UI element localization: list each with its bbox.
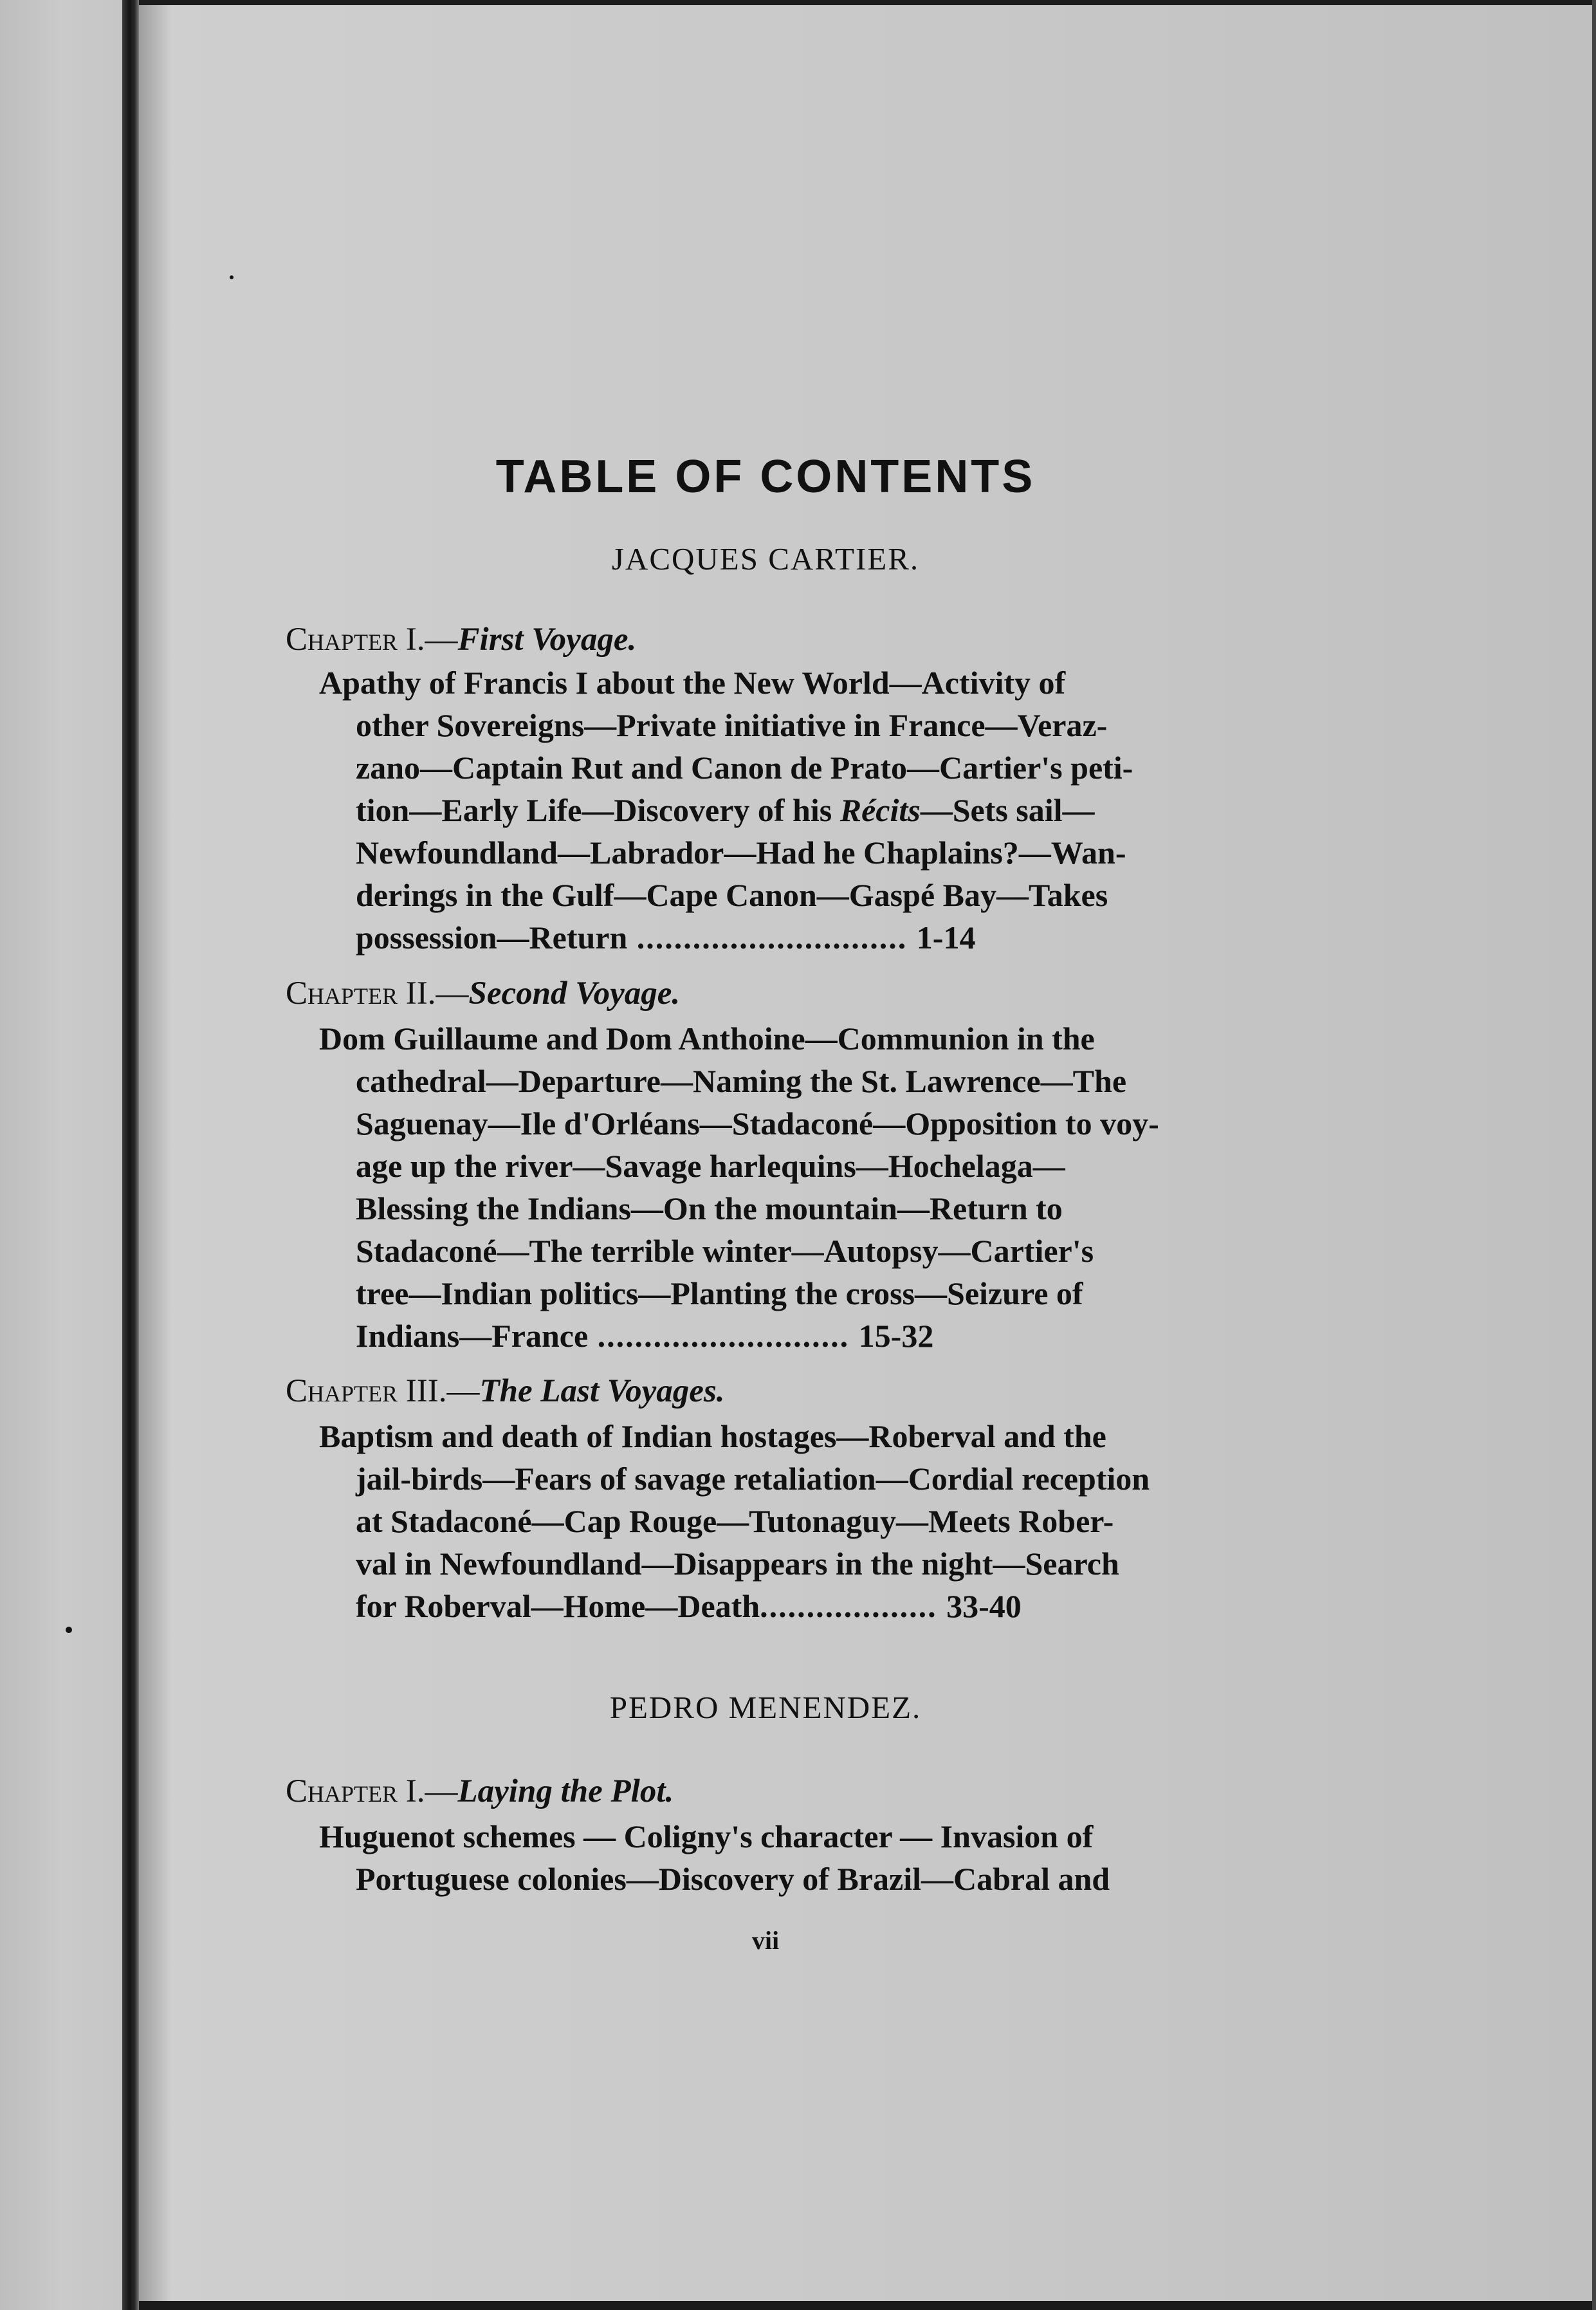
toc-entry-line: Apathy of Francis I about the New World—Activity of <box>319 665 1066 701</box>
chapter-heading <box>286 1372 725 1410</box>
toc-line-text: Indians—France <box>356 1318 589 1354</box>
chapter-heading <box>286 975 680 1012</box>
toc-entry-line: zano—Captain Rut and Canon de Prato—Cartier's peti- <box>356 750 1133 786</box>
chapter-heading <box>286 1773 674 1810</box>
toc-entry-line: cathedral—Departure—Naming the St. Lawrence—The <box>356 1063 1127 1099</box>
toc-entry-line: Portuguese colonies—Discovery of Brazil—Cabral and <box>356 1861 1110 1897</box>
chapter-dash: — <box>436 975 469 1012</box>
chapter-title: First Voyage. <box>457 622 637 658</box>
toc-entry-line: Blessing the Indians—On the mountain—Return to <box>356 1190 1063 1226</box>
toc-entry-line: Baptism and death of Indian hostages—Roberval and the <box>319 1418 1106 1454</box>
toc-entry-line <box>356 919 975 956</box>
toc-entry-line <box>356 1317 933 1354</box>
toc-entry-line: derings in the Gulf—Cape Canon—Gaspé Bay—Takes <box>356 877 1108 913</box>
part-heading-jacques-cartier: JACQUES CARTIER. <box>611 541 920 577</box>
chapter-dash: — <box>425 622 458 658</box>
chapter-label: Chapter I. <box>286 1773 425 1809</box>
chapter-dash: — <box>446 1373 480 1409</box>
chapter-label: Chapter II. <box>286 975 436 1012</box>
toc-line-text: for Roberval—Home—Death <box>356 1588 760 1624</box>
leader-dots: ........................... <box>588 1318 859 1354</box>
toc-italic-word: Récits <box>839 792 921 828</box>
chapter-title: Second Voyage. <box>468 975 681 1012</box>
toc-entry-line: jail-birds—Fears of savage retaliation—Cordial reception <box>356 1461 1150 1497</box>
leader-dots: ............................. <box>627 919 917 956</box>
chapter-title: Laying the Plot. <box>457 1773 674 1809</box>
page-title: TABLE OF CONTENTS <box>495 451 1036 503</box>
chapter-title: The Last Voyages. <box>479 1373 725 1409</box>
toc-line-text: —Sets sail— <box>920 792 1095 828</box>
toc-entry-line: Stadaconé—The terrible winter—Autopsy—Cartier's <box>356 1233 1094 1269</box>
leader-dots: ................... <box>760 1588 947 1624</box>
toc-entry-line: val in Newfoundland—Disappears in the night—Search <box>356 1546 1119 1582</box>
toc-entry-line: other Sovereigns—Private initiative in France—Veraz- <box>356 707 1108 743</box>
page-range: 15-32 <box>858 1318 934 1354</box>
page-number: vii <box>751 1926 780 1955</box>
chapter-heading <box>286 621 636 658</box>
chapter-label: Chapter III. <box>286 1373 447 1409</box>
page-range: 33-40 <box>946 1588 1022 1624</box>
toc-entry-line: Huguenot schemes — Coligny's character — Invasion of <box>319 1818 1094 1854</box>
toc-line-text: tion—Early Life—Discovery of his <box>356 792 832 828</box>
chapter-dash: — <box>425 1773 458 1809</box>
toc-entry-line: Newfoundland—Labrador—Had he Chaplains?—Wan- <box>356 835 1126 871</box>
toc-entry-line: Saguenay—Ile d'Orléans—Stadaconé—Opposition to voy- <box>356 1105 1159 1141</box>
toc-line-text: possession—Return <box>356 919 628 956</box>
part-heading-pedro-menendez: PEDRO MENENDEZ. <box>609 1690 922 1725</box>
toc-entry-line <box>356 791 1095 829</box>
toc-entry-line: tree—Indian politics—Planting the cross—Seizure of <box>356 1275 1083 1311</box>
toc-entry-line: Dom Guillaume and Dom Anthoine—Communion in the <box>319 1021 1095 1057</box>
chapter-label: Chapter I. <box>286 622 425 658</box>
page-range: 1-14 <box>916 919 976 956</box>
toc-entry-line: age up the river—Savage harlequins—Hochelaga— <box>356 1148 1065 1184</box>
toc-entry-line: at Stadaconé—Cap Rouge—Tutonaguy—Meets Rober- <box>356 1503 1114 1539</box>
toc-entry-line <box>356 1587 1022 1625</box>
